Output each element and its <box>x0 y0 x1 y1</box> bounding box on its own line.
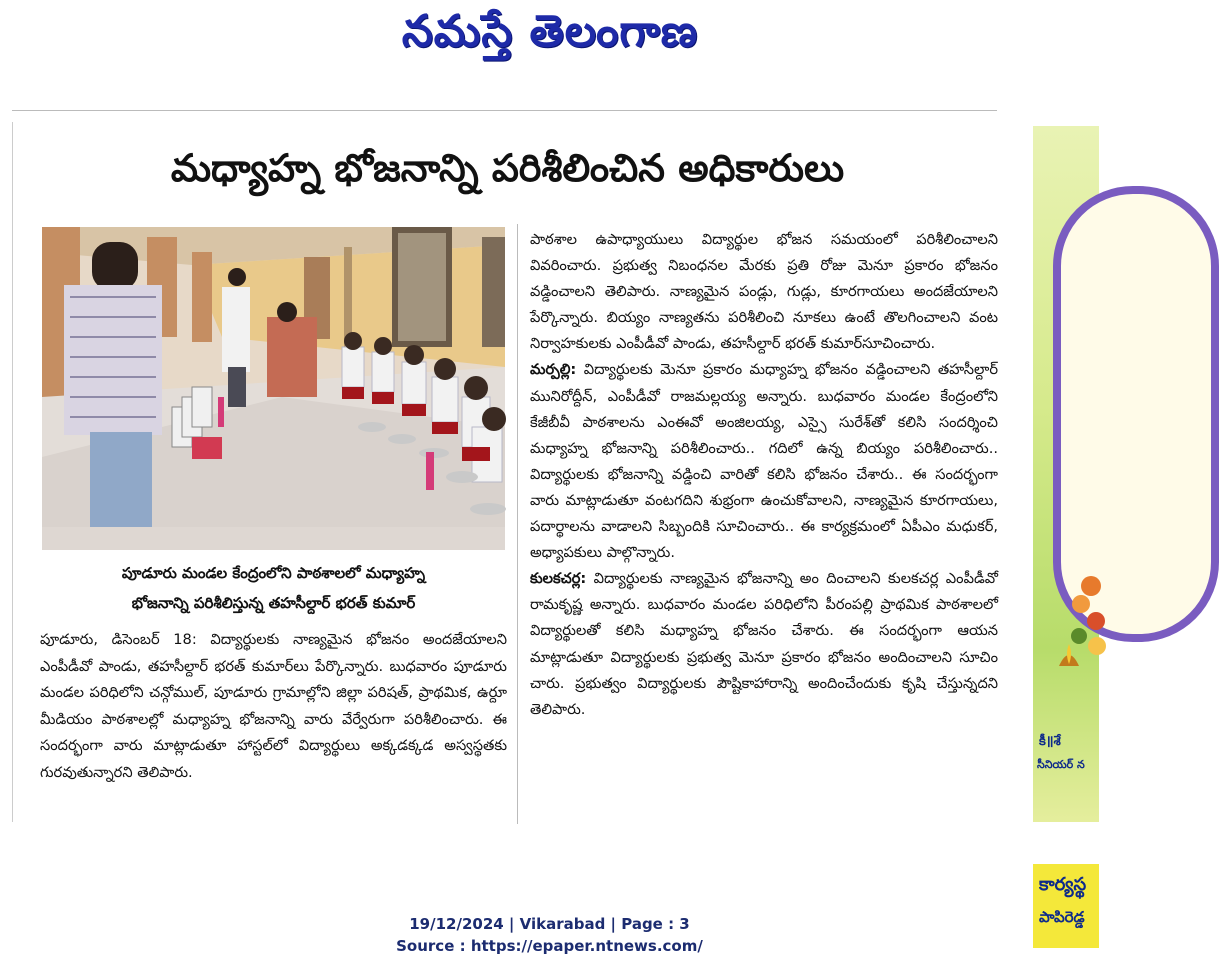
photo-caption-line2: భోజనాన్ని పరిశీలిస్తున్న తహసీల్దార్ భరత్ కుమార్ <box>131 594 416 612</box>
right-paragraph-3-text: విద్యార్థులకు నాణ్యమైన భోజనాన్ని అం దించాలని కులకచర్ల ఎంపీడీవో రామకృష్ణ అన్నారు. బుధవారం మండల పరిధిలోని పీరంపల్లి ప్రాథమిక పాఠశాలలో విద్యార్థులతో కలిసి మధ్యాహ్న భోజనం చేశారు. ఈ సందర్భంగా ఆయన మాట్లాడుతూ విద్యార్థులకు ప్రభుత్వ మెనూ ప్రకారం భోజనం అందించాలని సూచిం చారు. ప్రభుత్వం విద్యార్థులకు పౌష్టికాహారాన్ని అందించేందుకు కృషి చేస్తున్నదని తెలిపారు. <box>530 570 998 718</box>
column-divider <box>517 224 518 824</box>
footer-source-link[interactable]: Source : https://epaper.ntnews.com/ <box>396 937 703 955</box>
flower-icon <box>1051 566 1111 676</box>
right-paragraph-1: పాఠశాల ఉపాధ్యాయులు విద్యార్థుల భోజన సమయంలో పరిశీలించాలని వివరించారు. ప్రభుత్వ నిబంధనల మేరకు ప్రతి రోజు మెనూ ప్రకారం భోజనం వడ్డించాలని తెలిపారు. నాణ్యమైన పండ్లు, గుడ్లు, కూరగాయలు అందజేయాలని పేర్కొన్నారు. బియ్యం నాణ్యతను పరిశీలించి నూకలు ఉంటే తొలగించాలని వంట నిర్వాహకులకు ఎంపీడీవో పాండు, తహసీల్దార్ భరత్ కుమార్‌సూచించారు. <box>530 231 998 353</box>
right-paragraph-2 <box>530 357 998 566</box>
right-paragraph-3 <box>530 566 998 723</box>
article-photo <box>42 227 505 550</box>
dateline-marpally: మర్పల్లి: <box>530 361 577 379</box>
school-lunch-photo-illustration <box>42 227 505 550</box>
side-advertisement <box>1033 126 1099 926</box>
article-body-left <box>40 627 507 786</box>
right-paragraph-2-text: విద్యార్థులకు మెనూ ప్రకారం మధ్యాహ్న భోజనం వడ్డించాలని తహసీల్దార్ మునిరోద్దీన్, ఎంపీడీవో రాజమల్లయ్య అన్నారు. బుధవారం మండల కేంద్రంలోని కేజీబీవీ పాఠశాలను ఎంఈవో అంజిలయ్య, ఎస్సై సురేశ్‌తో కలిసి సందర్శించి మధ్యాహ్న భోజనాన్ని పరిశీలించారు.. గదిలో ఉన్న బియ్యం పరిశీలించారు.. విద్యార్థులకు భోజనాన్ని వడ్డించి వారితో కలిసి భోజనం చేశారు.. ఈ సందర్భంగా వారు మాట్లాడుతూ వంటగదిని శుభ్రంగా ఉంచుకోవాలని, నాణ్యమైన కూరగాయలు, పదార్థాలను వాడాలని సిబ్బందికి సూచించారు.. ఈ కార్యక్రమంలో ఏపీఎం మధుకర్, అధ్యాపకులు పాల్గొన్నారు. <box>530 361 998 562</box>
footer-edition-info: 19/12/2024 | Vikarabad | Page : 3 <box>409 915 690 933</box>
left-margin-rule <box>12 122 13 822</box>
ad-text-1: కీ॥శే <box>1039 734 1061 749</box>
photo-caption-line1: పూడూరు మండల కేంద్రంలోని పాఠశాలలో మధ్యాహ్న <box>121 564 426 582</box>
article-headline: మధ్యాహ్న భోజనాన్ని పరిశీలించిన అధికారులు <box>170 146 845 190</box>
left-paragraph: పూడూరు, డిసెంబర్ 18: విద్యార్థులకు నాణ్యమైన భోజనం అందజేయాలని ఎంపీడీవో పాండు, తహసీల్దార్ భరత్ కుమార్‌లు పేర్కొన్నారు. బుధవారం పూడూరు మండల పరిధిలోని చన్గోముల్, పూడూరు గ్రామాల్లోని జిల్లా పరిషత్, ప్రాథమిక, ఉర్దూ మీడియం పాఠశాలల్లో మధ్యాహ్న భోజనాన్ని వారు వేర్వేరుగా పరిశీలించారు. ఈ సందర్భంగా వారు మాట్లాడుతూ హాస్టల్‌లో విద్యార్థులు అక్కడక్కడ అస్వస్థతకు గురవుతున్నారని తెలిపారు. <box>40 631 507 781</box>
ad-band-text-1: కార్యస్థ <box>1039 874 1087 895</box>
masthead-rule <box>12 110 997 111</box>
ad-band-text-2: పాపిరెడ్డ <box>1039 908 1085 926</box>
masthead-title: నమస్తే తెలంగాణ <box>401 6 699 57</box>
dateline-kulkacharla: కులకచర్ల: <box>530 570 587 588</box>
masthead <box>0 0 1099 95</box>
ad-text-2: సీనియర్ న <box>1037 758 1085 771</box>
article-body-right <box>530 227 998 723</box>
photo-caption <box>42 558 505 618</box>
page-footer <box>0 913 1099 957</box>
